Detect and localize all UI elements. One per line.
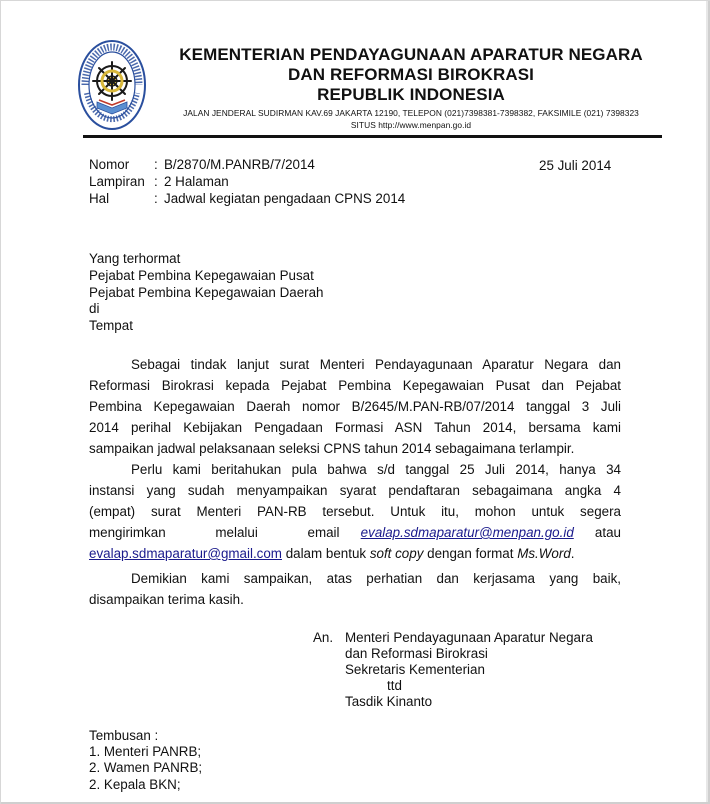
ministry-name-line2: DAN REFORMASI BIROKRASI xyxy=(288,65,534,84)
ministry-name-line1: KEMENTERIAN PENDAYAGUNAAN APARATUR NEGARA xyxy=(179,45,643,64)
paragraph-line: (empat) surat Menteri PAN-RB tersebut. Untuk itu, mohon untuk segera xyxy=(89,504,621,519)
hal-colon: : xyxy=(154,191,158,206)
signatory-name: Tasdik Kinanto xyxy=(345,694,433,709)
addressee-di: di xyxy=(89,301,100,316)
tembusan-item: 1. Menteri PANRB; xyxy=(89,744,202,759)
ministry-name-line3: REPUBLIK INDONESIA xyxy=(317,85,505,104)
paragraph-line: sampaikan jadwal pelaksanaan seleksi CPNS tahun 2014 sebagaimana terlampir. xyxy=(89,441,575,456)
paragraph-line: instansi yang sudah menyampaikan syarat pendaftaran sebagaimana angka 4 xyxy=(89,483,621,498)
addressee-place: Tempat xyxy=(89,318,133,333)
paragraph-line: Demikian kami sampaikan, atas perhatian dan kerjasama yang baik, xyxy=(131,571,621,586)
ministry-address: JALAN JENDERAL SUDIRMAN KAV.69 JAKARTA 12190, TELEPON (021)7398381-7398382, FAKSIMILE (021) 7398323 xyxy=(183,108,639,118)
letter-date: 25 Juli 2014 xyxy=(539,158,612,173)
tembusan-label: Tembusan : xyxy=(89,728,159,743)
signature-line2: dan Reformasi Birokrasi xyxy=(345,646,488,661)
lampiran-label: Lampiran xyxy=(89,174,145,189)
nomor-colon: : xyxy=(154,157,158,172)
body-paragraph-2 xyxy=(89,459,621,564)
tembusan-item: 2. Kepala BKN; xyxy=(89,777,181,792)
kementerian-emblem-icon xyxy=(77,38,147,132)
email-link-menpan[interactable]: evalap.sdmaparatur@menpan.go.id xyxy=(360,525,574,540)
email-link-gmail[interactable]: evalap.sdmaparatur@gmail.com xyxy=(89,546,282,561)
paragraph-line xyxy=(89,522,621,543)
format-text-b: dengan format xyxy=(423,546,518,561)
paragraph-line: disampaikan terima kasih. xyxy=(89,592,244,607)
body-paragraph-1 xyxy=(89,354,621,459)
signature-line1: Menteri Pendayagunaan Aparatur Negara xyxy=(345,630,593,645)
lampiran-colon: : xyxy=(154,174,158,189)
soft-copy-text: soft copy xyxy=(369,546,424,561)
paragraph-line: Sebagai tindak lanjut surat Menteri Pendayagunaan Aparatur Negara dan xyxy=(131,357,621,372)
body-paragraph-3 xyxy=(89,568,621,610)
paragraph-line: Perlu kami beritahukan pula bahwa s/d tanggal 25 Juli 2014, hanya 34 xyxy=(131,462,621,477)
hal-label: Hal xyxy=(89,191,110,206)
format-text-a: dalam bentuk xyxy=(281,546,370,561)
email-intro-text: mengirimkan melalui email xyxy=(89,525,340,540)
recipient-daerah: Pejabat Pembina Kepegawaian Daerah xyxy=(89,285,324,300)
lampiran-value: 2 Halaman xyxy=(164,174,229,189)
paragraph-line: Reformasi Birokrasi kepada Pejabat Pembina Kepegawaian Pusat dan Pejabat xyxy=(89,378,621,393)
nomor-value: B/2870/M.PANRB/7/2014 xyxy=(164,157,315,172)
nomor-label: Nomor xyxy=(89,157,130,172)
recipient-pusat: Pejabat Pembina Kepegawaian Pusat xyxy=(89,268,314,283)
salutation: Yang terhormat xyxy=(89,251,181,266)
hal-value: Jadwal kegiatan pengadaan CPNS 2014 xyxy=(164,191,406,206)
email-or-text: atau xyxy=(594,525,621,540)
ms-word-text: Ms.Word xyxy=(517,546,571,561)
paragraph-line xyxy=(89,543,621,564)
paragraph-line: Pembina Kepegawaian Daerah nomor B/2645/M.PAN-RB/07/2014 tanggal 3 Juli xyxy=(89,399,621,414)
ministry-website: SITUS http://www.menpan.go.id xyxy=(350,120,472,130)
signature-an: An. xyxy=(313,630,334,645)
paragraph-line: 2014 perihal Kebijakan Pengadaan Formasi ASN Tahun 2014, bersama kami xyxy=(89,420,621,435)
signature-line3: Sekretaris Kementerian xyxy=(345,662,485,677)
format-text-end: . xyxy=(570,546,575,561)
letterhead-divider xyxy=(83,135,662,138)
signature-ttd: ttd xyxy=(387,678,402,693)
tembusan-item: 2. Wamen PANRB; xyxy=(89,760,203,775)
